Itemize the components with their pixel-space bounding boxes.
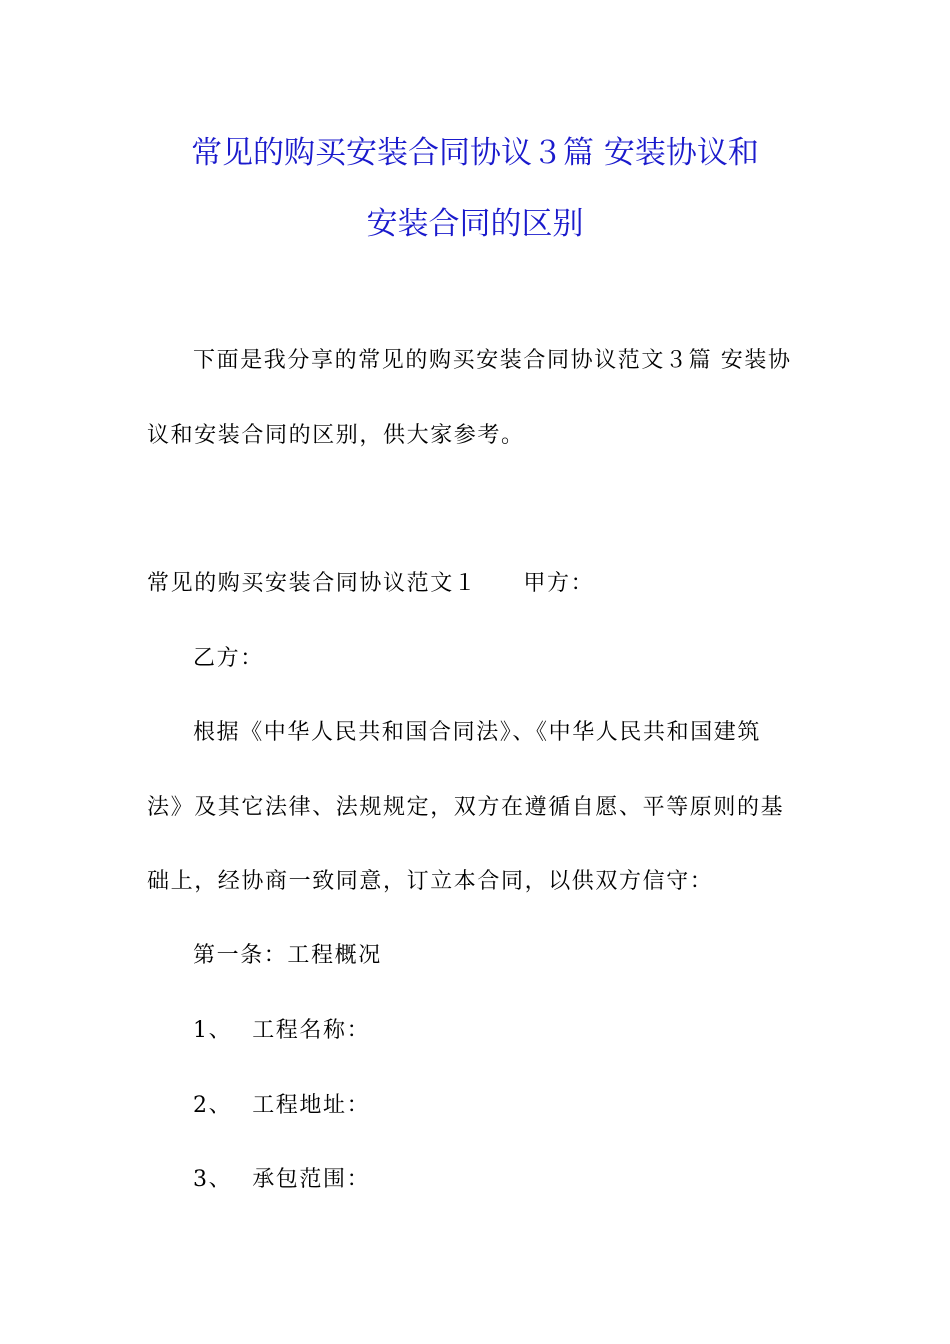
intro-line-1: 下面是我分享的常见的购买安装合同协议范文３篇 安装协 xyxy=(193,348,792,373)
list-item-number: 3、 xyxy=(193,1167,233,1192)
list-item-number: 2、 xyxy=(193,1093,233,1118)
list-item-text: 工程地址： xyxy=(252,1093,371,1118)
document-title-line-2: 安装合同的区别 xyxy=(366,206,584,242)
list-item xyxy=(193,1020,370,1042)
basis-line-1: 根据《中华人民共和国合同法》、《中华人民共和国建筑 xyxy=(193,720,762,745)
list-item-text: 工程名称： xyxy=(252,1018,371,1043)
basis-line-3: 础上，经协商一致同意，订立本合同，以供双方信守： xyxy=(147,869,714,894)
basis-line-2: 法》及其它法律、法规规定，双方在遵循自愿、平等原则的基 xyxy=(147,795,785,820)
party-a-label: 甲方： xyxy=(523,571,595,596)
list-item-number: 1、 xyxy=(193,1018,233,1043)
section-heading: 常见的购买安装合同协议范文１ xyxy=(147,571,478,596)
list-item xyxy=(193,1169,370,1191)
document-title-line-1: 常见的购买安装合同协议３篇 安装协议和 xyxy=(191,135,759,171)
section-heading-row xyxy=(147,573,594,595)
list-item xyxy=(193,1095,370,1117)
party-b-label: 乙方： xyxy=(193,646,264,671)
article-1-heading: 第一条：工程概况 xyxy=(193,943,382,968)
intro-line-2: 议和安装合同的区别，供大家参考。 xyxy=(147,423,525,448)
list-item-text: 承包范围： xyxy=(252,1167,371,1192)
